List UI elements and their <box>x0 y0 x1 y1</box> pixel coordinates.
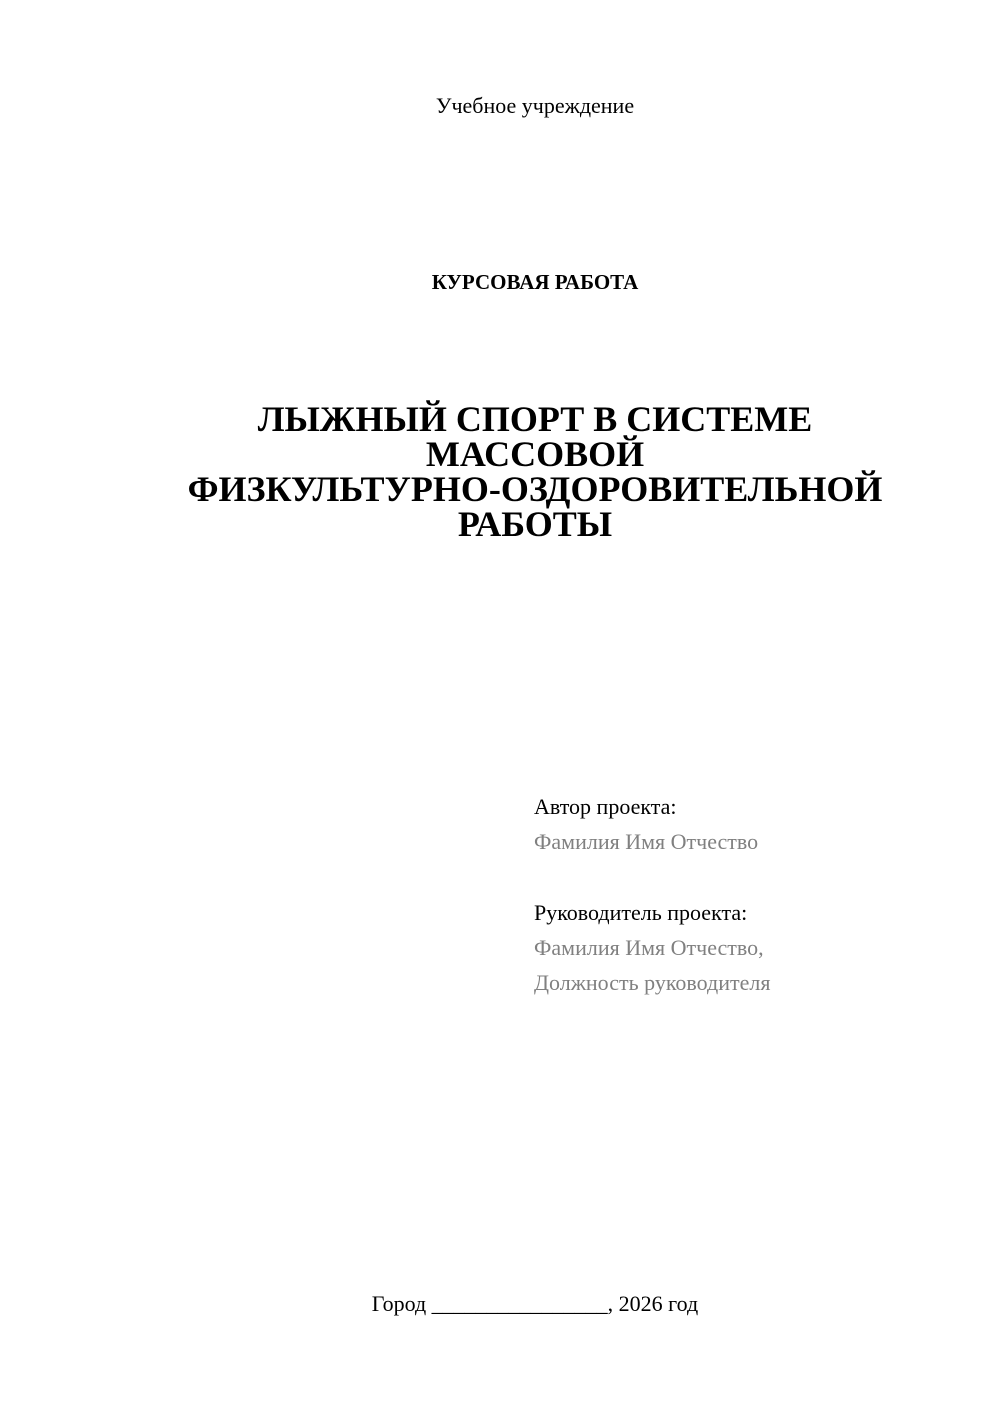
supervisor-label: Руководитель проекта: <box>534 900 748 925</box>
title-line-4: РАБОТЫ <box>457 504 613 544</box>
title-line-2: МАССОВОЙ <box>425 434 645 474</box>
title-line-1: ЛЫЖНЫЙ СПОРТ В СИСТЕМЕ <box>257 399 813 439</box>
supervisor-name: Фамилия Имя Отчество, <box>534 935 764 960</box>
title-line-3: ФИЗКУЛЬТУРНО-ОЗДОРОВИТЕЛЬНОЙ <box>187 469 883 509</box>
credits-spacer <box>534 859 974 895</box>
credits-block <box>534 789 974 1000</box>
supervisor-position: Должность руководителя <box>534 970 771 995</box>
author-name: Фамилия Имя Отчество <box>534 829 759 854</box>
author-label: Автор проекта: <box>534 794 677 819</box>
institution-name: Учебное учреждение <box>435 93 635 118</box>
document-title <box>0 399 1000 544</box>
city-year-line: Город ________________, 2026 год <box>371 1291 699 1316</box>
work-type-heading: КУРСОВАЯ РАБОТА <box>431 270 639 294</box>
